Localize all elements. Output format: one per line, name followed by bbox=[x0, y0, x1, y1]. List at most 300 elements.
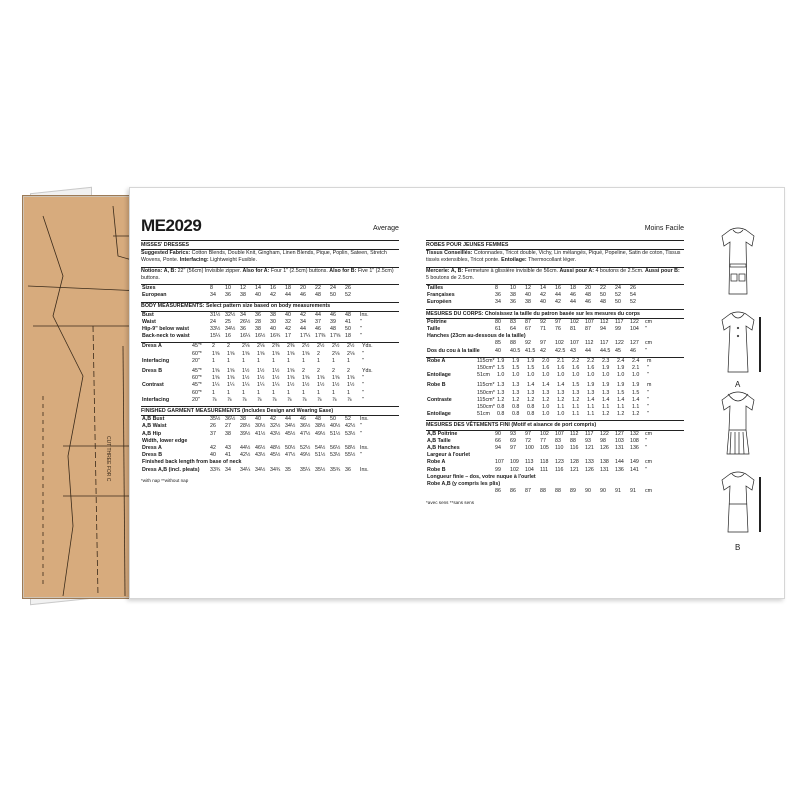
cell-value: 1.9 bbox=[512, 357, 520, 364]
cell-value: 2½ bbox=[332, 343, 340, 350]
measurement-row bbox=[141, 397, 375, 404]
cell-value: 36 bbox=[255, 311, 261, 318]
cell-value: 1½ bbox=[257, 375, 265, 382]
footnote-fr: *avec sens **sans sens bbox=[426, 499, 475, 505]
measurement-row bbox=[141, 358, 375, 365]
row-label: Interfacing bbox=[142, 396, 170, 403]
cell-value: 1.0 bbox=[512, 372, 520, 379]
cell-value: 24 bbox=[210, 318, 216, 325]
cell-value: 35½ bbox=[210, 416, 221, 423]
cell-value: 48 bbox=[330, 326, 336, 333]
row-label: Contrast bbox=[142, 382, 164, 389]
cell-value: 1½ bbox=[332, 382, 340, 389]
cell-value: 0.8 bbox=[512, 404, 520, 411]
cell-value: 46½ bbox=[255, 445, 266, 452]
cell-value: 2 bbox=[227, 343, 230, 350]
cell-value: 133 bbox=[585, 459, 594, 466]
row-label bbox=[426, 340, 494, 347]
row-label: Dress A bbox=[142, 445, 162, 452]
cell-value: 94 bbox=[495, 445, 501, 452]
cell-value: 56½ bbox=[330, 445, 341, 452]
cell-value: 1⅝ bbox=[287, 350, 295, 357]
sizes-row: Sizes 8 10 12 14 16 18 20 22 24 26 bbox=[142, 285, 351, 292]
cell-value: 1.0 bbox=[497, 372, 505, 379]
cell-value: 1.2 bbox=[542, 396, 550, 403]
difficulty-fr: Moins Facile bbox=[644, 225, 684, 232]
cell-value: 34¾ bbox=[270, 466, 281, 473]
measurement-row bbox=[426, 340, 658, 347]
unit: " bbox=[647, 365, 649, 372]
row-label bbox=[426, 488, 494, 495]
cell-value: 1.3 bbox=[497, 382, 505, 389]
cell-value: 122 bbox=[600, 430, 609, 437]
cell-value: 45 bbox=[615, 347, 621, 354]
unit: " bbox=[645, 445, 647, 452]
subheading: Hanches (23cm au-dessous de la taille) bbox=[427, 333, 526, 340]
cell-value: 93 bbox=[585, 437, 591, 444]
cell-value: 64 bbox=[510, 326, 516, 333]
row-width: 150cm* bbox=[477, 404, 495, 411]
subheading: Largeur à l'ourlet bbox=[427, 452, 471, 459]
cell-value: 35 bbox=[285, 466, 291, 473]
cell-value: 1 bbox=[257, 389, 260, 396]
row-label: Robe B bbox=[427, 382, 446, 389]
measurement-row bbox=[426, 467, 658, 474]
measurement-row bbox=[426, 404, 660, 411]
unit: cm bbox=[645, 488, 653, 495]
cell-value: 53½ bbox=[345, 430, 356, 437]
cell-value: 40 bbox=[285, 311, 291, 318]
cell-value: 1⅝ bbox=[242, 350, 250, 357]
cell-value: 1½ bbox=[302, 382, 310, 389]
row-width: 45"* bbox=[192, 368, 202, 375]
cell-value: 97 bbox=[510, 445, 516, 452]
cell-value: 2.0 bbox=[542, 357, 550, 364]
cell-value: 1.3 bbox=[572, 389, 580, 396]
french-column bbox=[426, 240, 684, 506]
dress-b-back-illustration bbox=[722, 392, 754, 454]
cell-value: 40 bbox=[495, 347, 501, 354]
cell-value: 1.4 bbox=[587, 396, 595, 403]
cell-value: 1.3 bbox=[527, 389, 535, 396]
cell-value: 1 bbox=[227, 357, 230, 364]
measurement-row bbox=[426, 445, 658, 452]
cell-value: 1.2 bbox=[497, 396, 505, 403]
cell-value: 1.3 bbox=[602, 389, 610, 396]
cell-value: 44 bbox=[300, 326, 306, 333]
row-label: Bust bbox=[142, 311, 154, 318]
unit: " bbox=[645, 437, 647, 444]
measurement-row bbox=[426, 348, 658, 355]
unit: " bbox=[362, 350, 364, 357]
cell-value: 131 bbox=[600, 466, 609, 473]
cell-value: 30½ bbox=[255, 423, 266, 430]
cell-value: 83 bbox=[555, 437, 561, 444]
cell-value: ⅞ bbox=[272, 396, 277, 403]
cell-value: 1.2 bbox=[617, 411, 625, 418]
cell-value: 39 bbox=[330, 318, 336, 325]
cell-value: 69 bbox=[510, 437, 516, 444]
unit: " bbox=[647, 411, 649, 418]
cell-value: 1.1 bbox=[572, 411, 580, 418]
cell-value: 1.3 bbox=[512, 382, 520, 389]
cell-value: ⅞ bbox=[257, 396, 262, 403]
cell-value: 2½ bbox=[347, 343, 355, 350]
cell-value: 44 bbox=[285, 416, 291, 423]
cell-value: 71 bbox=[540, 326, 546, 333]
cell-value: ⅞ bbox=[317, 396, 322, 403]
cell-value: 88 bbox=[540, 488, 546, 495]
view-b-label: B bbox=[735, 543, 741, 552]
cell-value: 43 bbox=[225, 445, 231, 452]
unit: Ins. bbox=[360, 416, 369, 423]
cell-value: 55½ bbox=[345, 452, 356, 459]
cell-value: 1¼ bbox=[212, 382, 220, 389]
cell-value: 107 bbox=[585, 318, 594, 325]
measurement-row bbox=[141, 312, 373, 319]
european-sizes-row: European 34 36 38 40 42 44 46 48 50 52 bbox=[142, 292, 351, 299]
cell-value: 18 bbox=[345, 333, 351, 340]
measurement-row bbox=[426, 488, 658, 495]
cell-value: 39½ bbox=[240, 430, 251, 437]
cell-value: 36 bbox=[345, 466, 351, 473]
cell-value: 2 bbox=[317, 350, 320, 357]
cell-value: 1⅝ bbox=[212, 350, 220, 357]
cell-value: 50½ bbox=[285, 445, 296, 452]
cell-value: 1.0 bbox=[542, 404, 550, 411]
cell-value: 38 bbox=[225, 430, 231, 437]
cell-value: 38 bbox=[240, 416, 246, 423]
unit: " bbox=[362, 389, 364, 396]
row-label: A,B Taille bbox=[427, 437, 451, 444]
row-width: 51cm bbox=[477, 372, 490, 379]
cell-value: 52½ bbox=[300, 445, 311, 452]
cell-value: 1½ bbox=[257, 368, 265, 375]
footnote-en: *with nap **without nap bbox=[141, 477, 189, 483]
row-label bbox=[141, 375, 191, 382]
cell-value: 1.9 bbox=[602, 382, 610, 389]
cell-value: 1⅝ bbox=[227, 375, 235, 382]
row-width: 20" bbox=[192, 357, 200, 364]
body-measurements-title-en: BODY MEASUREMENTS: Select pattern size based on body measurements bbox=[141, 303, 331, 310]
cell-value: 1.0 bbox=[557, 372, 565, 379]
cell-value: 1⅝ bbox=[227, 350, 235, 357]
cell-value: 127 bbox=[630, 340, 639, 347]
cell-value: 44.5 bbox=[600, 347, 611, 354]
cell-value: 1.4 bbox=[557, 382, 565, 389]
row-label: Dress A,B (incl. pleats) bbox=[142, 466, 200, 473]
section-title-en: MISSES' DRESSES bbox=[141, 242, 190, 248]
cell-value: 2.4 bbox=[617, 357, 625, 364]
row-label: Interfacing bbox=[142, 357, 170, 364]
cell-value: 1.0 bbox=[557, 411, 565, 418]
row-label: Back-neck to waist bbox=[142, 333, 190, 340]
cell-value: 46 bbox=[630, 347, 636, 354]
cell-value: 0.8 bbox=[497, 404, 505, 411]
row-width: 150cm* bbox=[477, 365, 495, 372]
measurement-row bbox=[141, 390, 375, 397]
cell-value: 1⅝ bbox=[302, 375, 310, 382]
cell-value: 97 bbox=[555, 318, 561, 325]
unit: " bbox=[647, 404, 649, 411]
body-measurements-title-fr: MESURES DU CORPS: Choisissez la taille du patron basée sur les mesures du corps bbox=[426, 310, 640, 317]
cell-value: 1.0 bbox=[527, 372, 535, 379]
cell-value: 42 bbox=[210, 445, 216, 452]
cell-value: 1.9 bbox=[632, 382, 640, 389]
cell-value: 118 bbox=[540, 459, 549, 466]
cell-value: 0.8 bbox=[527, 404, 535, 411]
cell-value: 15¼ bbox=[210, 333, 221, 340]
cell-value: 90 bbox=[600, 488, 606, 495]
cell-value: 51½ bbox=[315, 452, 326, 459]
unit: cm bbox=[645, 340, 653, 347]
cell-value: 51½ bbox=[330, 430, 341, 437]
cell-value: 1.4 bbox=[617, 396, 625, 403]
cell-value: 1½ bbox=[272, 375, 280, 382]
cell-value: 1.9 bbox=[587, 382, 595, 389]
cell-value: 36½ bbox=[225, 416, 236, 423]
cell-value: 88 bbox=[570, 437, 576, 444]
cell-value: 47½ bbox=[285, 452, 296, 459]
cell-value: 42 bbox=[270, 416, 276, 423]
row-label: Dress A bbox=[142, 343, 162, 350]
cell-value: 41.5 bbox=[525, 347, 536, 354]
row-width: 20" bbox=[192, 396, 200, 403]
row-label: Waist bbox=[142, 318, 156, 325]
cell-value: 1.5 bbox=[527, 365, 535, 372]
cell-value: 1.0 bbox=[587, 372, 595, 379]
unit: Ins. bbox=[360, 445, 369, 452]
cell-value: 108 bbox=[630, 437, 639, 444]
finished-measurements-table-fr bbox=[426, 431, 658, 496]
cell-value: 2 bbox=[317, 368, 320, 375]
cell-value: 1.5 bbox=[572, 382, 580, 389]
cell-value: 1.1 bbox=[587, 411, 595, 418]
cell-value: 1 bbox=[272, 389, 275, 396]
cell-value: 1.0 bbox=[632, 372, 640, 379]
cell-value: 1 bbox=[302, 357, 305, 364]
cell-value: 38 bbox=[270, 311, 276, 318]
cell-value: 1⅝ bbox=[212, 375, 220, 382]
cell-value: 1.0 bbox=[602, 372, 610, 379]
cell-value: 44½ bbox=[240, 445, 251, 452]
measurement-row bbox=[426, 358, 660, 365]
cell-value: 61 bbox=[495, 326, 501, 333]
cell-value: 58½ bbox=[345, 445, 356, 452]
cell-value: 1.2 bbox=[512, 396, 520, 403]
cell-value: 41 bbox=[345, 318, 351, 325]
cell-value: 31½ bbox=[210, 311, 221, 318]
cell-value: 1.1 bbox=[587, 404, 595, 411]
cell-value: 1.9 bbox=[497, 357, 505, 364]
fabrics-fr: Tissus Conseillés: Cotonnades, Tricot double, Vichy, Lin mélangés, Piqué, Popeline, Satin de coton, Tissus tissés extensibles, Tricot ponte. Entoilage: Thermocollant léger. bbox=[426, 250, 681, 264]
unit: " bbox=[360, 326, 362, 333]
cell-value: 34½ bbox=[255, 466, 266, 473]
row-label: Taille bbox=[427, 326, 441, 333]
subheading: Robe A,B (y compris les plis) bbox=[427, 481, 501, 488]
measurement-row bbox=[141, 431, 373, 438]
measurement-row bbox=[426, 382, 660, 389]
cell-value: 100 bbox=[525, 445, 534, 452]
cell-value: 40 bbox=[255, 416, 261, 423]
measurement-row bbox=[426, 411, 660, 418]
cell-value: 1 bbox=[242, 357, 245, 364]
cell-value: 1.5 bbox=[497, 365, 505, 372]
difficulty-en: Average bbox=[373, 225, 399, 232]
unit: Yds. bbox=[362, 343, 373, 350]
cell-value: 1.0 bbox=[572, 372, 580, 379]
unit: Yds. bbox=[362, 368, 373, 375]
measurement-row bbox=[426, 397, 660, 404]
unit: m bbox=[647, 357, 652, 364]
measurement-row bbox=[141, 452, 373, 459]
cell-value: 1.3 bbox=[512, 389, 520, 396]
cell-value: 34½ bbox=[225, 326, 236, 333]
cell-value: 90 bbox=[585, 488, 591, 495]
cell-value: 41 bbox=[225, 452, 231, 459]
cell-value: 149 bbox=[630, 459, 639, 466]
cell-value: 83 bbox=[510, 318, 516, 325]
measurement-row bbox=[141, 375, 375, 382]
cell-value: 32½ bbox=[270, 423, 281, 430]
cell-value: 38 bbox=[255, 326, 261, 333]
cell-value: 1½ bbox=[272, 368, 280, 375]
cell-value: 121 bbox=[585, 445, 594, 452]
measurement-row bbox=[426, 390, 660, 397]
cell-value: 97 bbox=[525, 430, 531, 437]
cell-value: 34 bbox=[300, 318, 306, 325]
cell-value: 2 bbox=[302, 368, 305, 375]
row-label: Robe A bbox=[427, 357, 446, 364]
measurement-row bbox=[141, 467, 373, 474]
subheading-row bbox=[426, 481, 658, 488]
cell-value: 32½ bbox=[225, 311, 236, 318]
cell-value: 110 bbox=[555, 445, 564, 452]
cell-value: 112 bbox=[570, 430, 579, 437]
cell-value: 1.0 bbox=[617, 372, 625, 379]
row-label bbox=[141, 390, 191, 397]
cell-value: 16½ bbox=[255, 333, 266, 340]
cell-value: 50 bbox=[345, 326, 351, 333]
cell-value: 1.1 bbox=[557, 404, 565, 411]
cell-value: 132 bbox=[630, 430, 639, 437]
unit: " bbox=[645, 466, 647, 473]
cell-value: 138 bbox=[600, 459, 609, 466]
unit: " bbox=[360, 430, 362, 437]
cell-value: 16¾ bbox=[270, 333, 281, 340]
cell-value: 104 bbox=[630, 326, 639, 333]
cell-value: 42 bbox=[300, 311, 306, 318]
cell-value: 107 bbox=[495, 459, 504, 466]
cell-value: 121 bbox=[570, 466, 579, 473]
cell-value: 1.4 bbox=[602, 396, 610, 403]
row-width: 60"* bbox=[192, 350, 202, 357]
row-width: 115cm* bbox=[477, 382, 495, 389]
cell-value: 1.3 bbox=[542, 389, 550, 396]
cell-value: 17⅜ bbox=[315, 333, 326, 340]
cell-value: 35¼ bbox=[300, 466, 311, 473]
cell-value: 2.1 bbox=[632, 365, 640, 372]
cell-value: 34¼ bbox=[240, 466, 251, 473]
cell-value: 1.2 bbox=[632, 411, 640, 418]
cell-value: 2⅛ bbox=[242, 343, 250, 350]
cell-value: 44 bbox=[585, 347, 591, 354]
cell-value: 131 bbox=[615, 445, 624, 452]
cell-value: 1.4 bbox=[527, 382, 535, 389]
cell-value: 2⅜ bbox=[272, 343, 280, 350]
cell-value: 53½ bbox=[330, 452, 341, 459]
cell-value: 1¼ bbox=[257, 382, 265, 389]
row-label: Dos du cou à la taille bbox=[427, 347, 480, 354]
cell-value: 32 bbox=[285, 318, 291, 325]
row-label: Dress B bbox=[142, 452, 163, 459]
yardage-table-en bbox=[141, 343, 375, 404]
pattern-number: ME2029 bbox=[141, 216, 202, 235]
cell-value: 28½ bbox=[240, 423, 251, 430]
cell-value: 1.2 bbox=[572, 396, 580, 403]
cell-value: 16¼ bbox=[240, 333, 251, 340]
cell-value: 126 bbox=[600, 445, 609, 452]
cell-value: 90 bbox=[495, 430, 501, 437]
cell-value: 1.1 bbox=[572, 404, 580, 411]
cell-value: 105 bbox=[540, 445, 549, 452]
cell-value: 44 bbox=[315, 311, 321, 318]
subheading: Finished back length from base of neck bbox=[142, 459, 242, 466]
cell-value: 1¼ bbox=[227, 382, 235, 389]
cell-value: 50 bbox=[330, 416, 336, 423]
cell-value: 1⅝ bbox=[332, 375, 340, 382]
subheading-row bbox=[141, 459, 373, 466]
cell-value: 1.9 bbox=[617, 382, 625, 389]
dress-b-front-illustration bbox=[722, 472, 754, 532]
unit: " bbox=[647, 372, 649, 379]
section-title-fr: ROBES POUR JEUNES FEMMES bbox=[426, 242, 509, 248]
cell-value: 1.6 bbox=[587, 365, 595, 372]
row-width: 60"* bbox=[192, 375, 202, 382]
cell-value: 16 bbox=[225, 333, 231, 340]
cell-value: 1.3 bbox=[587, 389, 595, 396]
unit: " bbox=[360, 452, 362, 459]
cell-value: 1.2 bbox=[527, 396, 535, 403]
cell-value: 107 bbox=[570, 340, 579, 347]
cell-value: 1 bbox=[212, 389, 215, 396]
sizes-row: Tailles 8 10 12 14 16 18 20 22 24 26 bbox=[427, 285, 636, 292]
cell-value: 117 bbox=[615, 318, 624, 325]
cell-value: 93 bbox=[510, 430, 516, 437]
cell-value: 1⅝ bbox=[272, 350, 280, 357]
cell-value: 127 bbox=[615, 430, 624, 437]
cell-value: 1⅝ bbox=[317, 375, 325, 382]
cell-value: 1 bbox=[242, 389, 245, 396]
cell-value: 54½ bbox=[315, 445, 326, 452]
cell-value: 2 bbox=[347, 368, 350, 375]
row-label: Poitrine bbox=[427, 318, 447, 325]
cell-value: 88 bbox=[510, 340, 516, 347]
unit: Ins. bbox=[360, 466, 369, 473]
cell-value: 87 bbox=[525, 318, 531, 325]
cell-value: 1.9 bbox=[602, 365, 610, 372]
cell-value: 1.6 bbox=[572, 365, 580, 372]
cell-value: 45½ bbox=[285, 430, 296, 437]
cell-value: 36½ bbox=[300, 423, 311, 430]
unit: " bbox=[362, 382, 364, 389]
measurement-row bbox=[426, 326, 658, 333]
finished-title-en: FINISHED GARMENT MEASUREMENTS (Includes Design and Wearing Ease) bbox=[141, 408, 334, 415]
cell-value: 91 bbox=[630, 488, 636, 495]
row-label: A,B Bust bbox=[142, 416, 165, 423]
unit: cm bbox=[645, 318, 653, 325]
cell-value: 1 bbox=[227, 389, 230, 396]
